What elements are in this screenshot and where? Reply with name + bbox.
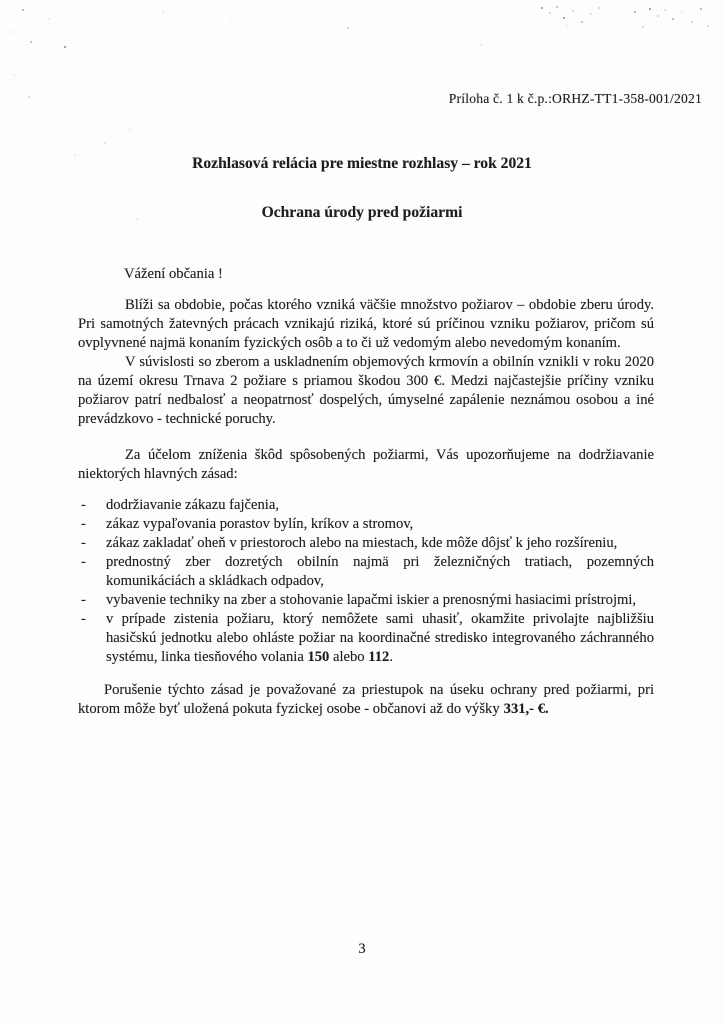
emergency-number-112: 112: [368, 649, 390, 665]
bullet-emergency-text: v prípade zistenia požiaru, ktorý nemôžete sami uhasiť, okamžite privolajte najbližšiu hasičskú jednotku alebo ohláste požiar na koordinačné stredisko integrovaného záchranného systému, linka tiesňového volania: [106, 611, 654, 665]
fine-amount: 331,- €.: [503, 701, 549, 717]
bullet-list: [78, 496, 654, 667]
paragraph-penalty: [78, 681, 654, 719]
bullet-item-emergency: [78, 610, 654, 667]
salutation: Vážení občania !: [124, 266, 223, 282]
bullet-item-equipment: - vybavenie techniky na zber a stohovanie lapačmi iskier a prenosnými hasiacimi prístrojmi,: [78, 591, 654, 610]
document-body: [78, 265, 654, 719]
bullet-item-no-smoking: - dodržiavanie zákazu fajčenia,: [78, 496, 654, 515]
reference-number: Príloha č. 1 k č.p.:ORHZ-TT1-358-001/2021: [448, 91, 702, 106]
bullet-item-no-fires: - zákaz zakladať oheň v priestoroch alebo na miestach, kde môže dôjsť k jeho rozšíreniu,: [78, 534, 654, 553]
bullet-emergency-connector: alebo: [329, 649, 369, 665]
bullet-item-no-burning: - zákaz vypaľovania porastov bylín, kríkov a stromov,: [78, 515, 654, 534]
bullet-emergency-period: .: [389, 649, 393, 665]
paragraph-statistics: V súvislosti so zberom a uskladnením objemových krmovín a obilnín vznikli v roku 2020 na území okresu Trnava 2 požiare s priamou škodou 300 €. Medzi najčastejšie príčiny vzniku požiarov patrí nedbalosť a neopatrnosť dospelých, úmyselné zapálenie neznámou osobou a iné prevádzkovo - technické poruchy.: [78, 354, 654, 427]
paragraph-intro: Blíži sa obdobie, počas ktorého vzniká väčšie množstvo požiarov – obdobie zberu úrody. Pri samotných žatevných prácach vznikajú riziká, ktoré sú príčinou vzniku požiarov, pričom sú ovplyvnené najmä konaním fyzických osôb a to či už vedomým alebo nevedomým konaním.: [78, 297, 654, 351]
scan-noise: [0, 0, 2, 2]
bullet-item-priority-harvest: - prednostný zber dozretých obilnín najmä pri železničných tratiach, pozemných komunikáciách a skládkach odpadov,: [78, 553, 654, 591]
penalty-text: Porušenie týchto zásad je považované za priestupok na úseku ochrany pred požiarmi, pri ktorom môže byť uložená pokuta fyzickej osobe - občanovi až do výšky: [78, 682, 654, 717]
page-number: 3: [358, 941, 366, 957]
document-title: Rozhlasová relácia pre miestne rozhlasy – rok 2021: [192, 155, 532, 172]
paragraph-guidelines-lead: Za účelom zníženia škôd spôsobených požiarmi, Vás upozorňujeme na dodržiavanie niektorých hlavných zásad:: [78, 447, 654, 482]
document-subtitle: Ochrana úrody pred požiarmi: [261, 204, 463, 221]
emergency-number-150: 150: [307, 649, 330, 665]
